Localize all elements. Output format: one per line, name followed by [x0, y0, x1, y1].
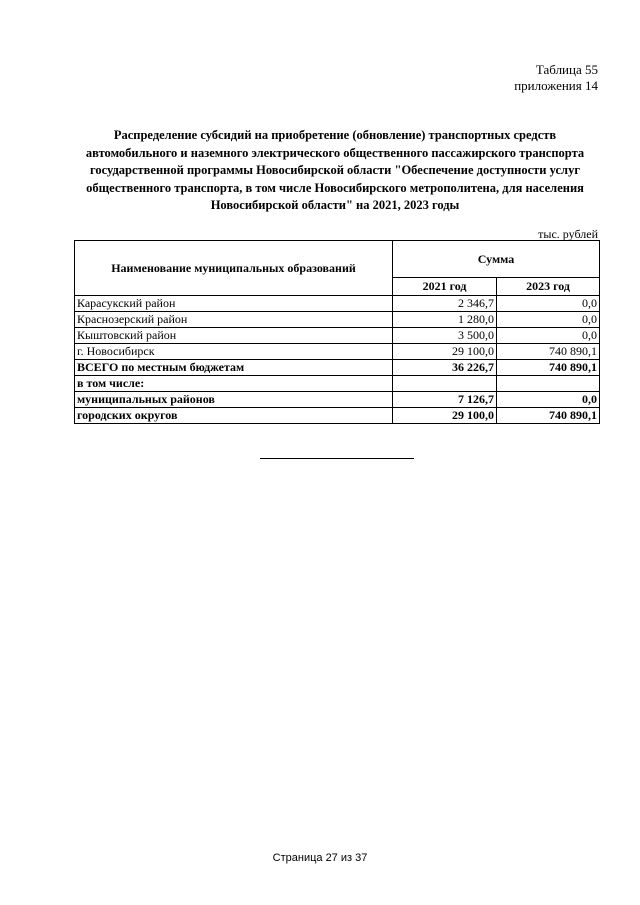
row-name: ВСЕГО по местным бюджетам [75, 360, 393, 376]
row-value-2023: 0,0 [497, 312, 600, 328]
appendix-number: приложения 14 [514, 78, 598, 93]
table-row-including [75, 376, 600, 392]
column-header-2021: 2021 год [393, 278, 497, 296]
table-row [75, 328, 600, 344]
row-value-2021: 29 100,0 [393, 408, 497, 424]
table-row [75, 312, 600, 328]
table-caption [514, 62, 598, 94]
column-header-name: Наименование муниципальных образований [75, 241, 393, 296]
row-value-2023: 740 890,1 [497, 408, 600, 424]
row-value-2023: 740 890,1 [497, 344, 600, 360]
row-value-2023: 0,0 [497, 328, 600, 344]
row-value-2021: 3 500,0 [393, 328, 497, 344]
row-value-2023 [497, 376, 600, 392]
table-row-subtotal [75, 392, 600, 408]
row-value-2023: 0,0 [497, 392, 600, 408]
column-header-2023: 2023 год [497, 278, 600, 296]
subsidy-table [74, 240, 600, 424]
row-value-2021 [393, 376, 497, 392]
row-value-2021: 1 280,0 [393, 312, 497, 328]
row-name: Карасукский район [75, 296, 393, 312]
units-label: тыс. рублей [538, 227, 598, 241]
row-name: Краснозерский район [75, 312, 393, 328]
row-name: муниципальных районов [75, 392, 393, 408]
document-title: Распределение субсидий на приобретение (обновление) транспортных средств автомобильного и наземного электрического общественного пассажирского транспорта государственной программы Новосибирской области "Обеспечение доступности услуг общественного транспорта, в том числе Новосибирского метрополитена, для населения Новосибирской области" на 2021, 2023 годы [85, 128, 585, 212]
row-name: в том числе: [75, 376, 393, 392]
row-name: г. Новосибирск [75, 344, 393, 360]
row-value-2023: 740 890,1 [497, 360, 600, 376]
table-row [75, 344, 600, 360]
row-name: Кыштовский район [75, 328, 393, 344]
row-value-2021: 7 126,7 [393, 392, 497, 408]
separator-line [260, 458, 414, 459]
row-value-2023: 0,0 [497, 296, 600, 312]
page-footer: Страница 27 из 37 [272, 852, 368, 864]
table-number: Таблица 55 [535, 62, 598, 77]
table-row-subtotal [75, 408, 600, 424]
row-name: городских округов [75, 408, 393, 424]
table-row [75, 296, 600, 312]
table-row-total [75, 360, 600, 376]
row-value-2021: 29 100,0 [393, 344, 497, 360]
column-header-sum: Сумма [393, 241, 600, 278]
row-value-2021: 36 226,7 [393, 360, 497, 376]
row-value-2021: 2 346,7 [393, 296, 497, 312]
table-header-row [75, 241, 600, 278]
